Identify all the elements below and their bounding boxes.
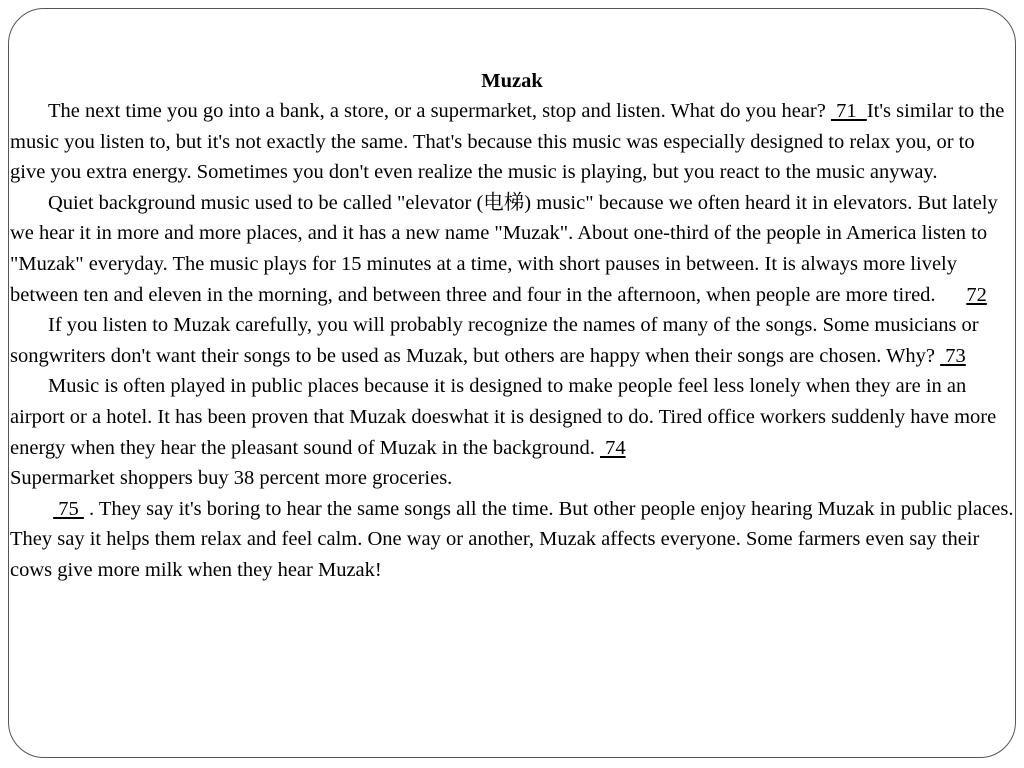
paragraph-text: The next time you go into a bank, a store, or a supermarket, stop and listen. What do you hear? <box>48 100 831 122</box>
paragraph-3 <box>10 310 1014 371</box>
blank-71: 71 <box>830 100 867 122</box>
passage-title: Muzak <box>481 70 543 92</box>
paragraph-1 <box>10 96 1014 188</box>
passage <box>10 66 1014 586</box>
paragraph-2 <box>10 188 1014 310</box>
blank-74: 74 <box>599 436 626 459</box>
paragraph-4 <box>10 371 1014 493</box>
paragraph-text: . They say it's boring to hear the same songs all the time. But other people enjoy hearing Muzak in public places. They say it helps them relax and feel calm. One way or another, Muzak affects everyone. Some farmers even say their cows give more milk when they hear Muzak! <box>10 497 1014 581</box>
blank-75: 75 <box>53 497 84 520</box>
paragraph-text: Quiet background music used to be called "elevator (电梯) music" because we often heard it in elevators. But lately we hear it in more and more places, and it has a new name "Muzak". About one-third of the people in America listen to "Muzak" everyday. The music plays for 15 minutes at a time, with short pauses in between. It is always more lively between ten and eleven in the morning, and between three and four in the afternoon, when people are more tired. <box>10 191 1003 306</box>
blank-72: 72 <box>966 283 987 306</box>
paragraph-text: Music is often played in public places because it is designed to make people feel less lonely when they are in an airport or a hotel. It has been proven that Muzak doeswhat it is designed to do. Tired office workers suddenly have more energy when they hear the pleasant sound of Muzak in the background. <box>10 375 997 459</box>
blank-73: 73 <box>940 344 966 367</box>
paragraph-text: Supermarket shoppers buy 38 percent more groceries. <box>10 467 453 490</box>
paragraph-5 <box>10 494 1014 586</box>
paragraph-text: It's similar to the music you listen to, but it's not exactly the same. That's because this music was especially designed to relax you, or to give you extra energy. Sometimes you don't even realize the music is playing, but you react to the music anyway. <box>10 100 1005 184</box>
paragraph-text: If you listen to Muzak carefully, you will probably recognize the names of many of the songs. Some musicians or songwriters don't want their songs to be used as Muzak, but others are happy when their songs are chosen. Why? <box>10 314 979 367</box>
